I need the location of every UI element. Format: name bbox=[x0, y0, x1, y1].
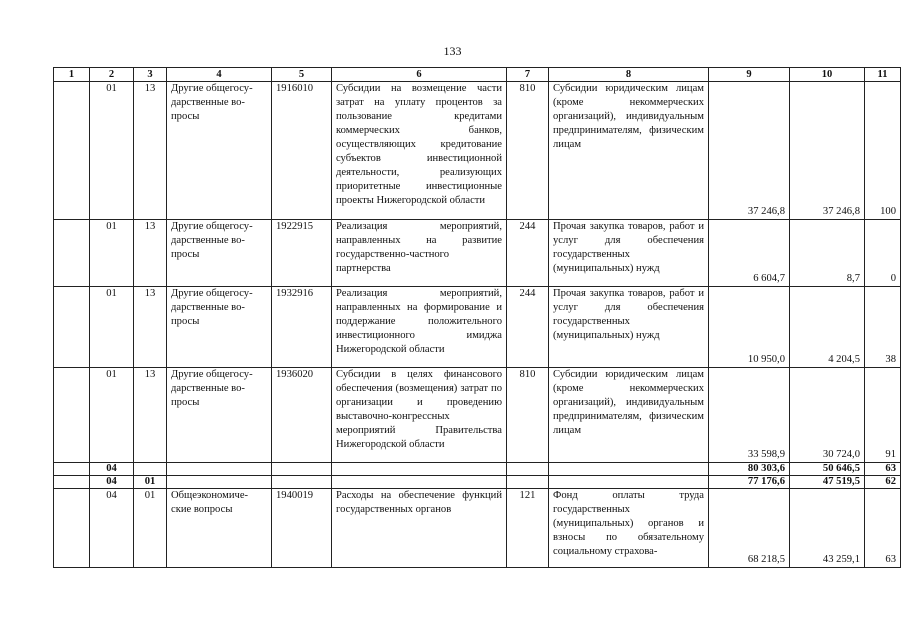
cell-subsection: 13 bbox=[134, 82, 167, 220]
cell-planned: 68 218,5 bbox=[709, 489, 790, 568]
col-header: 8 bbox=[549, 68, 709, 82]
cell-section: 01 bbox=[90, 220, 134, 287]
subtotal-row bbox=[54, 476, 901, 489]
cell bbox=[54, 476, 90, 489]
cell-code: 1940019 bbox=[272, 489, 332, 568]
cell-subsection: 13 bbox=[134, 287, 167, 368]
col-header: 6 bbox=[332, 68, 507, 82]
cell-section: 01 bbox=[90, 368, 134, 463]
cell-subsection bbox=[134, 463, 167, 476]
cell bbox=[54, 368, 90, 463]
cell-type-code: 244 bbox=[507, 220, 549, 287]
cell-description: Реализация мероприятий, направленных на развитие государственно-частного партнерства bbox=[332, 220, 507, 287]
cell-type-name: Субсидии юридическим лицам (кроме некоммерческих организаций), индивидуальным предпринимателям, физическим лицам bbox=[549, 82, 709, 220]
col-header: 11 bbox=[865, 68, 901, 82]
cell-section: 04 bbox=[90, 476, 134, 489]
cell-subsection: 01 bbox=[134, 489, 167, 568]
cell-name: Другие общегосу- дарственные во- просы bbox=[167, 82, 272, 220]
col-header: 3 bbox=[134, 68, 167, 82]
table-row bbox=[54, 489, 901, 568]
header-row bbox=[54, 68, 901, 82]
table-row bbox=[54, 220, 901, 287]
cell-code bbox=[272, 463, 332, 476]
cell-percent: 63 bbox=[865, 489, 901, 568]
page-number: 133 bbox=[443, 44, 462, 58]
cell-percent: 38 bbox=[865, 287, 901, 368]
cell-actual: 50 646,5 bbox=[790, 463, 865, 476]
cell bbox=[54, 287, 90, 368]
cell-description bbox=[332, 476, 507, 489]
cell-name: Другие общегосу- дарственные во- просы bbox=[167, 368, 272, 463]
cell-planned: 37 246,8 bbox=[709, 82, 790, 220]
cell-code: 1916010 bbox=[272, 82, 332, 220]
cell-section: 04 bbox=[90, 463, 134, 476]
cell-subsection: 13 bbox=[134, 220, 167, 287]
cell-planned: 77 176,6 bbox=[709, 476, 790, 489]
col-header: 1 bbox=[54, 68, 90, 82]
cell-actual: 4 204,5 bbox=[790, 287, 865, 368]
cell-description bbox=[332, 463, 507, 476]
cell-description: Субсидии на возмещение части затрат на уплату процентов за пользование кредитами коммерческих банков, осуществляющих кредитование субъектов инвестиционной деятельности, реализующих приоритетные инвестиционные проекты Нижегородской области bbox=[332, 82, 507, 220]
col-header: 10 bbox=[790, 68, 865, 82]
cell-percent: 91 bbox=[865, 368, 901, 463]
cell-code bbox=[272, 476, 332, 489]
cell-type-code: 810 bbox=[507, 82, 549, 220]
cell-description: Расходы на обеспечение функций государственных органов bbox=[332, 489, 507, 568]
cell-section: 01 bbox=[90, 82, 134, 220]
cell-code: 1932916 bbox=[272, 287, 332, 368]
cell-planned: 80 303,6 bbox=[709, 463, 790, 476]
cell-type-name: Прочая закупка товаров, работ и услуг для обеспечения государственных (муниципальных) нужд bbox=[549, 287, 709, 368]
cell-subsection: 13 bbox=[134, 368, 167, 463]
cell-type-code: 810 bbox=[507, 368, 549, 463]
cell-type-name: Фонд оплаты труда государственных (муниципальных) органов и взносы по обязательному социальному страхова- bbox=[549, 489, 709, 568]
cell-actual: 30 724,0 bbox=[790, 368, 865, 463]
cell-name: Общеэкономиче- ские вопросы bbox=[167, 489, 272, 568]
cell-type-code bbox=[507, 463, 549, 476]
cell-planned: 6 604,7 bbox=[709, 220, 790, 287]
cell-type-name: Субсидии юридическим лицам (кроме некоммерческих организаций), индивидуальным предпринимателям, физическим лицам bbox=[549, 368, 709, 463]
col-header: 9 bbox=[709, 68, 790, 82]
cell-percent: 63 bbox=[865, 463, 901, 476]
subtotal-row bbox=[54, 463, 901, 476]
table-row bbox=[54, 287, 901, 368]
cell-section: 04 bbox=[90, 489, 134, 568]
cell-type-name bbox=[549, 476, 709, 489]
cell-percent: 0 bbox=[865, 220, 901, 287]
cell-planned: 33 598,9 bbox=[709, 368, 790, 463]
cell-percent: 62 bbox=[865, 476, 901, 489]
cell-type-code: 121 bbox=[507, 489, 549, 568]
cell-planned: 10 950,0 bbox=[709, 287, 790, 368]
cell bbox=[54, 220, 90, 287]
table-row bbox=[54, 368, 901, 463]
cell-name bbox=[167, 463, 272, 476]
cell bbox=[54, 463, 90, 476]
cell-percent: 100 bbox=[865, 82, 901, 220]
cell-type-code: 244 bbox=[507, 287, 549, 368]
cell-subsection: 01 bbox=[134, 476, 167, 489]
col-header: 5 bbox=[272, 68, 332, 82]
cell-name bbox=[167, 476, 272, 489]
col-header: 7 bbox=[507, 68, 549, 82]
table-row bbox=[54, 82, 901, 220]
cell-description: Реализация мероприятий, направленных на формирование и поддержание положительного инвестиционного имиджа Нижегородской области bbox=[332, 287, 507, 368]
cell-name: Другие общегосу- дарственные во- просы bbox=[167, 287, 272, 368]
cell-section: 01 bbox=[90, 287, 134, 368]
cell-actual: 37 246,8 bbox=[790, 82, 865, 220]
cell-actual: 43 259,1 bbox=[790, 489, 865, 568]
cell-code: 1936020 bbox=[272, 368, 332, 463]
cell-description: Субсидии в целях финансового обеспечения (возмещения) затрат по организации и проведению выставочно-конгрессных мероприятий Правительства Нижегородской области bbox=[332, 368, 507, 463]
cell bbox=[54, 82, 90, 220]
cell-type-code bbox=[507, 476, 549, 489]
budget-table bbox=[53, 67, 901, 568]
cell-actual: 47 519,5 bbox=[790, 476, 865, 489]
cell-name: Другие общегосу- дарственные во- просы bbox=[167, 220, 272, 287]
cell-actual: 8,7 bbox=[790, 220, 865, 287]
cell-type-name: Прочая закупка товаров, работ и услуг для обеспечения государственных (муниципальных) нужд bbox=[549, 220, 709, 287]
cell-code: 1922915 bbox=[272, 220, 332, 287]
cell-type-name bbox=[549, 463, 709, 476]
cell bbox=[54, 489, 90, 568]
col-header: 2 bbox=[90, 68, 134, 82]
col-header: 4 bbox=[167, 68, 272, 82]
